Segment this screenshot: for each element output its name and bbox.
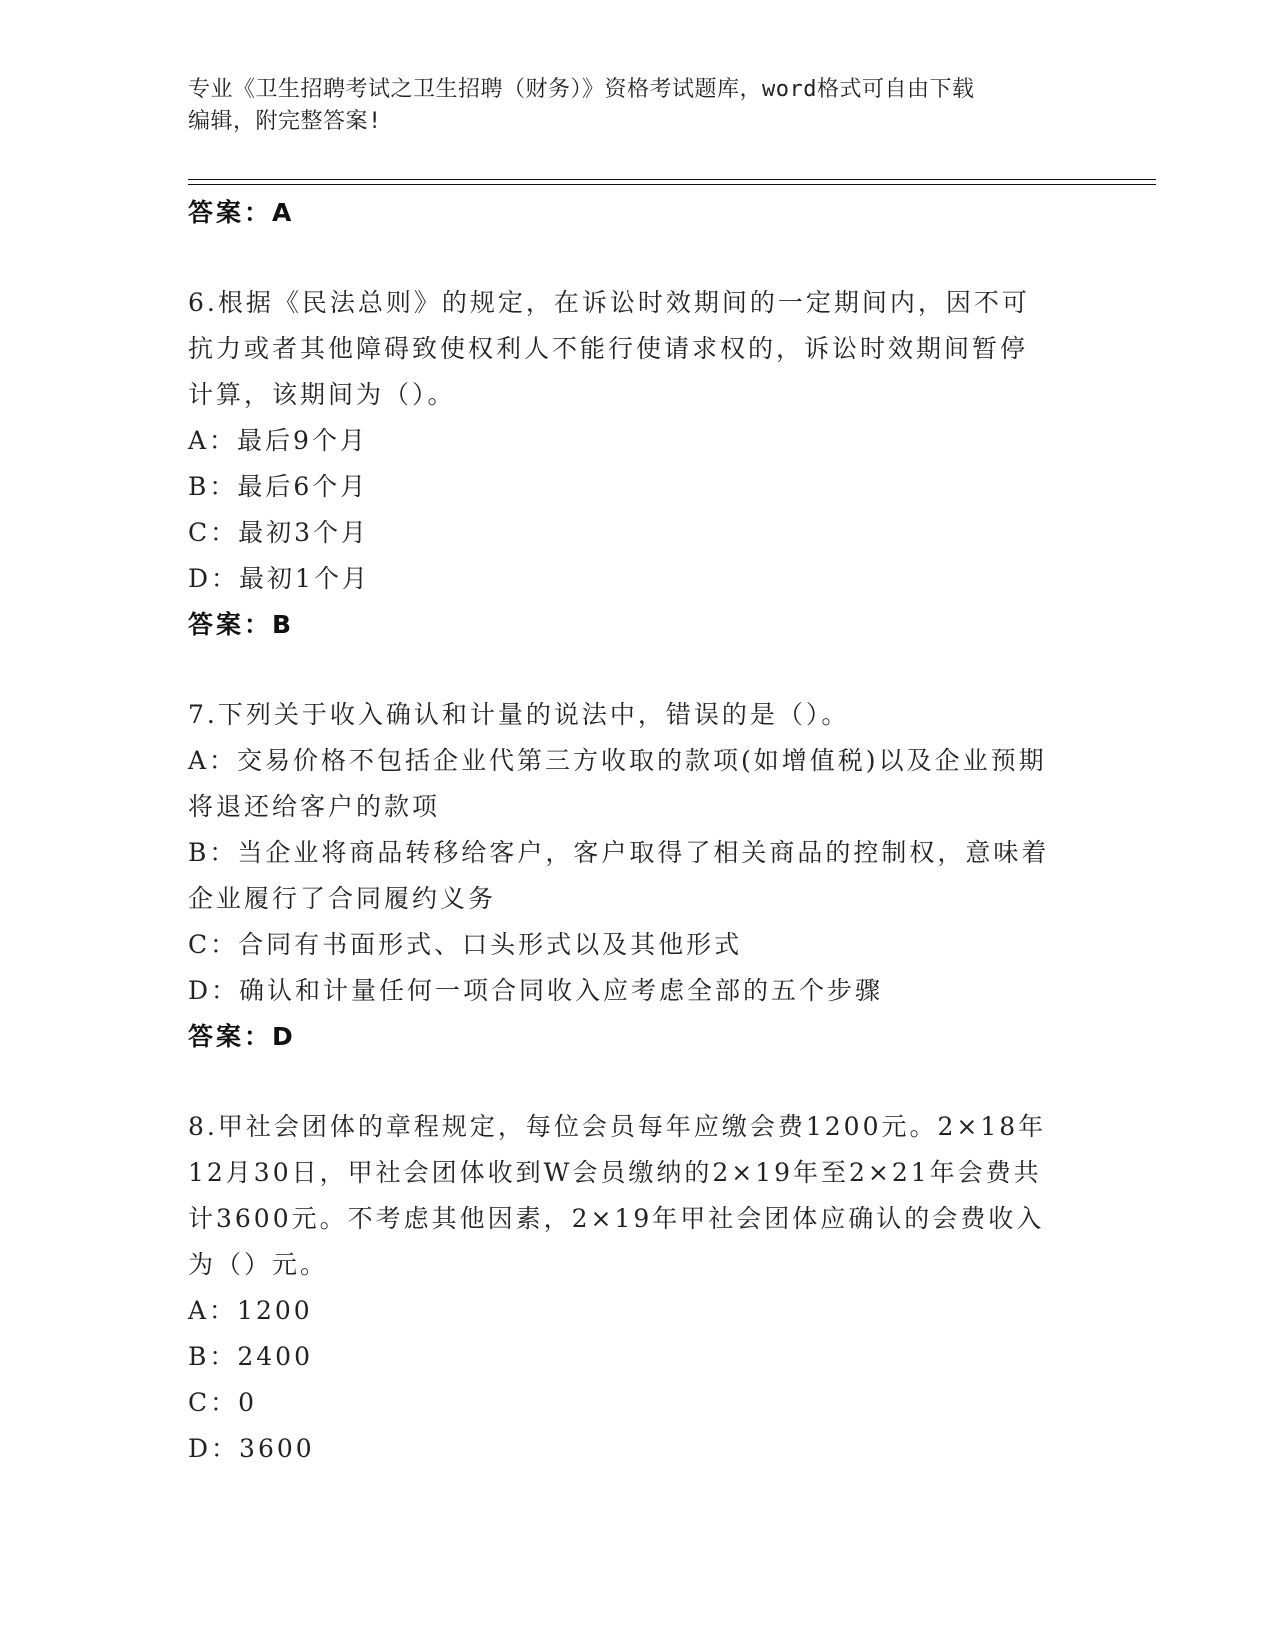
option-d: D：确认和计量任何一项合同收入应考虑全部的五个步骤 (188, 976, 884, 1005)
option-c: C：最初3个月 (188, 518, 370, 547)
page-header (188, 74, 1088, 138)
question-block (188, 692, 1088, 1060)
option-b: B：最后6个月 (188, 472, 369, 501)
header-line-2: 编辑，附完整答案! (188, 109, 382, 134)
spacer (188, 236, 1088, 280)
question-text-line: 6.根据《民法总则》的规定，在诉讼时效期间的一定期间内，因不可 (188, 288, 1030, 317)
option-a: A：1200 (188, 1296, 313, 1325)
spacer (188, 1060, 1088, 1104)
question-text-line: 7.下列关于收入确认和计量的说法中，错误的是（）。 (188, 700, 850, 729)
header-line-1: 专业《卫生招聘考试之卫生招聘（财务）》资格考试题库，word格式可自由下载 (188, 77, 975, 102)
question-text-line: 为（）元。 (188, 1250, 329, 1279)
option-d: D：最初1个月 (188, 564, 370, 593)
question-text-line: 抗力或者其他障碍致使权利人不能行使请求权的，诉讼时效期间暂停 (188, 334, 1029, 363)
header-divider-bottom (188, 184, 1156, 185)
answer-line: 答案：B (188, 610, 295, 639)
question-block (188, 280, 1088, 648)
option-c: C：合同有书面形式、口头形式以及其他形式 (188, 930, 743, 959)
option-b: B：当企业将商品转移给客户，客户取得了相关商品的控制权，意味着 (188, 838, 1050, 867)
question-text-line: 8.甲社会团体的章程规定，每位会员每年应缴会费1200元。2×18年 (188, 1112, 1047, 1141)
answer-line: 答案：A (188, 198, 295, 227)
answer-line: 答案：D (188, 1022, 296, 1051)
question-text-line: 12月30日，甲社会团体收到W会员缴纳的2×19年至2×21年会费共 (188, 1158, 1042, 1187)
question-block (188, 1104, 1088, 1472)
question-text-line: 计3600元。不考虑其他因素，2×19年甲社会团体应确认的会费收入 (188, 1204, 1045, 1233)
option-a: A：交易价格不包括企业代第三方收取的款项(如增值税)以及企业预期 (188, 746, 1047, 775)
question-text-line: 计算，该期间为（）。 (188, 380, 456, 409)
header-divider-top (188, 179, 1156, 180)
option-c: C：0 (188, 1388, 258, 1417)
option-b: B：2400 (188, 1342, 313, 1371)
spacer (188, 648, 1088, 692)
document-content (188, 190, 1088, 1472)
option-a-continued: 将退还给客户的款项 (188, 792, 441, 821)
option-b-continued: 企业履行了合同履约义务 (188, 884, 497, 913)
option-a: A：最后9个月 (188, 426, 368, 455)
option-d: D：3600 (188, 1434, 315, 1463)
